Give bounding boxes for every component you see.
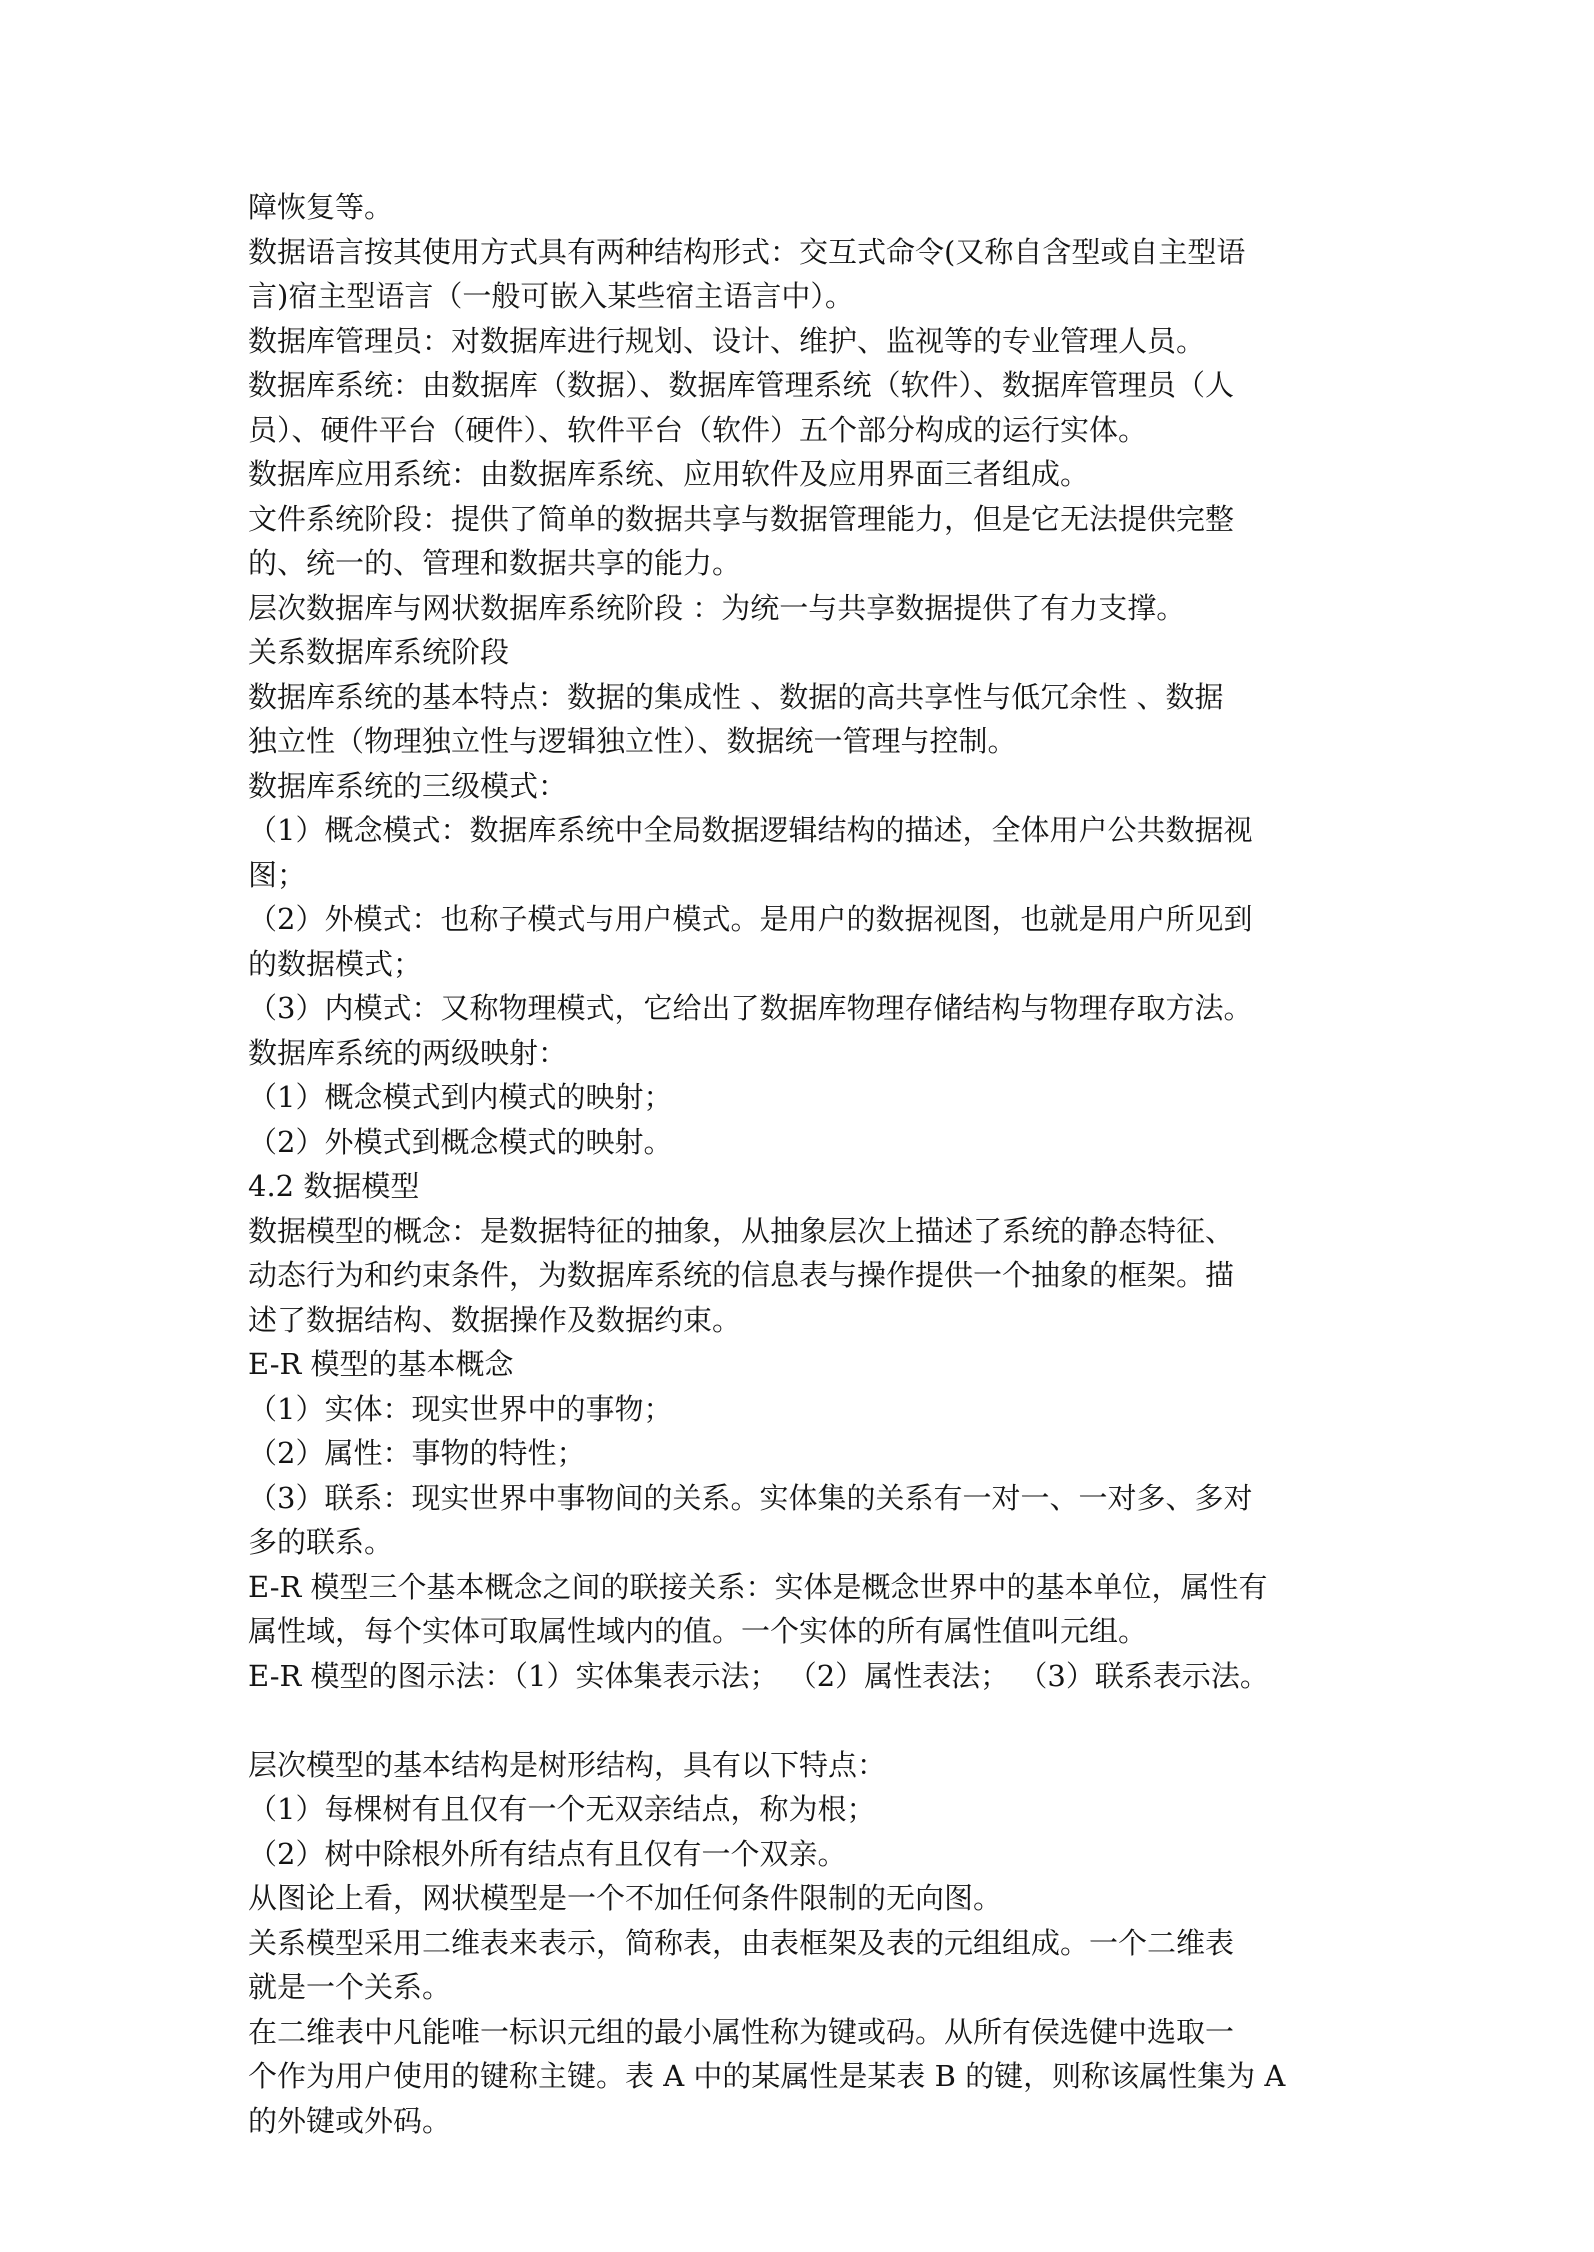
text-line: （2）外模式到概念模式的映射。 (248, 1124, 673, 1159)
text-line: E-R 模型的基本概念 (248, 1347, 514, 1381)
text-line: 数据库应用系统：由数据库系统、应用软件及应用界面三者组成。 (248, 457, 1090, 491)
text-line: E-R 模型三个基本概念之间的联接关系：实体是概念世界中的基本单位，属性有 (248, 1569, 1268, 1604)
text-line: 个作为用户使用的键称主键。表 A 中的某属性是某表 B 的键，则称该属性集为 A (248, 2059, 1286, 2093)
text-line: （2）树中除根外所有结点有且仅有一个双亲。 (248, 1836, 847, 1871)
text-line: 的外键或外码。 (248, 2103, 452, 2138)
document-page (248, 185, 1368, 2143)
text-line: 障恢复等。 (248, 190, 394, 224)
text-line: 层次模型的基本结构是树形结构，具有以下特点： (248, 1747, 887, 1782)
text-line: 数据库系统的两级映射： (248, 1035, 568, 1070)
text-line: 述了数据结构、数据操作及数据约束。 (248, 1302, 742, 1337)
text-line: 多的联系。 (248, 1525, 394, 1559)
text-line: 的数据模式； (248, 946, 423, 981)
text-line: （3）内模式：又称物理模式，它给出了数据库物理存储结构与物理存取方法。 (248, 991, 1253, 1025)
text-line: （1）概念模式：数据库系统中全局数据逻辑结构的描述，全体用户公共数据视 (248, 813, 1253, 847)
text-line: 员）、硬件平台（硬件）、软件平台（软件）五个部分构成的运行实体。 (248, 412, 1148, 447)
text-line: 文件系统阶段：提供了简单的数据共享与数据管理能力，但是它无法提供完整 (248, 501, 1235, 536)
paragraph-gap (248, 1698, 1368, 1743)
text-line: （3）联系：现实世界中事物间的关系。实体集的关系有一对一、一对多、多对 (248, 1480, 1253, 1515)
text-line: 独立性（物理独立性与逻辑独立性）、数据统一管理与控制。 (248, 724, 1017, 758)
text-line: （1）实体：现实世界中的事物； (248, 1391, 673, 1426)
text-line: 层次数据库与网状数据库系统阶段 ：为统一与共享数据提供了有力支撑。 (248, 590, 1186, 625)
text-line: 就是一个关系。 (248, 1970, 452, 2004)
text-line: 数据库系统的三级模式： (248, 768, 568, 803)
text-line: 的、统一的、管理和数据共享的能力。 (248, 546, 742, 580)
text-line: 数据库系统：由数据库（数据）、数据库管理系统（软件）、数据库管理员（人 (248, 368, 1235, 402)
text-line: 言)宿主型语言（一般可嵌入某些宿主语言中）。 (248, 279, 854, 313)
text-line: 数据模型的概念：是数据特征的抽象，从抽象层次上描述了系统的静态特征、 (248, 1213, 1235, 1248)
text-line: 4.2 数据模型 (248, 1169, 420, 1203)
text-line: 关系模型采用二维表来表示，简称表，由表框架及表的元组组成。一个二维表 (248, 1925, 1235, 1960)
text-line: （1）每棵树有且仅有一个无双亲结点，称为根； (248, 1792, 876, 1826)
text-line: 在二维表中凡能唯一标识元组的最小属性称为键或码。从所有侯选健中选取一 (248, 2014, 1235, 2049)
text-line: 属性域，每个实体可取属性域内的值。一个实体的所有属性值叫元组。 (248, 1614, 1148, 1648)
text-line: 从图论上看，网状模型是一个不加任何条件限制的无向图。 (248, 1881, 1003, 1915)
text-line: （2）属性：事物的特性； (248, 1436, 586, 1470)
text-line: 数据语言按其使用方式具有两种结构形式：交互式命令(又称自含型或自主型语 (248, 234, 1246, 269)
text-line: E-R 模型的图示法：（1）实体集表示法； （2）属性表法； （3）联系表示法。 (248, 1658, 1269, 1693)
text-line: 关系数据库系统阶段 (248, 635, 510, 669)
text-line: （2）外模式：也称子模式与用户模式。是用户的数据视图，也就是用户所见到 (248, 902, 1253, 936)
text-line: 数据库管理员：对数据库进行规划、设计、维护、监视等的专业管理人员。 (248, 323, 1206, 358)
text-line: （1）概念模式到内模式的映射； (248, 1080, 673, 1114)
text-block-upper (248, 185, 1368, 1698)
text-line: 动态行为和约束条件，为数据库系统的信息表与操作提供一个抽象的框架。描 (248, 1258, 1235, 1292)
text-block-lower (248, 1743, 1368, 2144)
text-line: 数据库系统的基本特点：数据的集成性 、数据的高共享性与低冗余性 、数据 (248, 679, 1224, 714)
text-line: 图； (248, 857, 307, 892)
